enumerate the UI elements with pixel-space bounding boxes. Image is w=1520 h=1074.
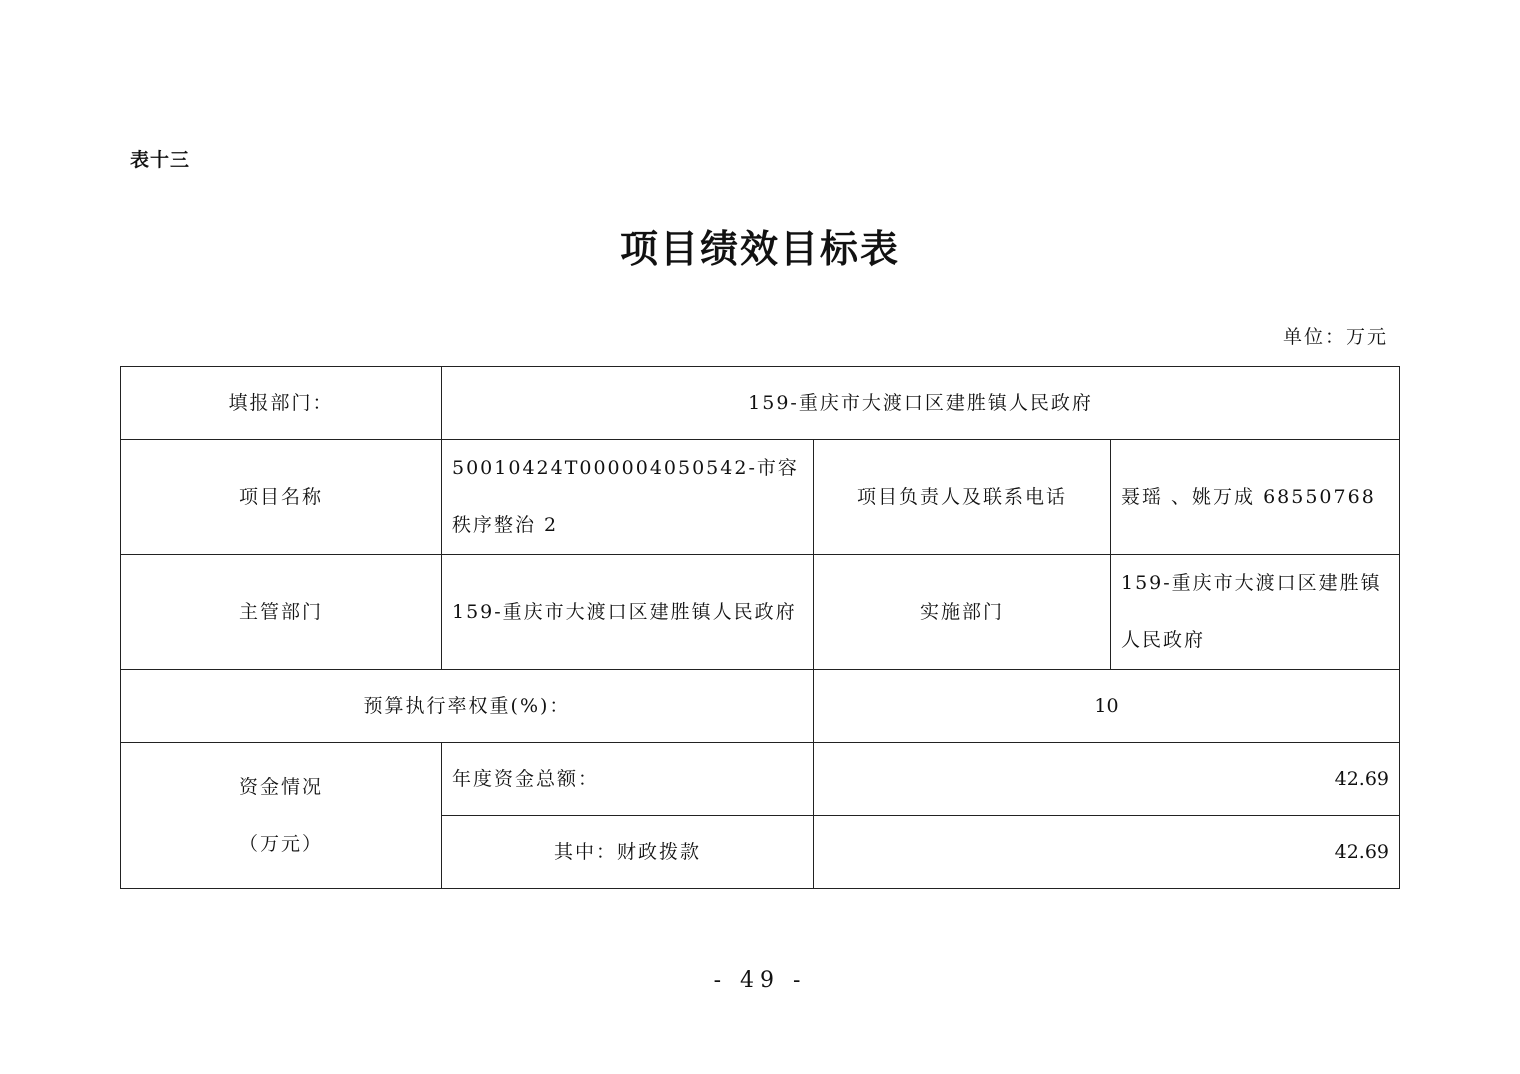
table-row <box>121 367 1400 440</box>
fiscal-value: 42.69 <box>814 816 1400 889</box>
project-name-label: 项目名称 <box>121 440 442 555</box>
supervising-dept-label: 主管部门 <box>121 555 442 670</box>
unit-label: 单位：万元 <box>1282 326 1388 348</box>
performance-target-table <box>120 366 1400 889</box>
annual-total-label: 年度资金总额： <box>442 743 814 816</box>
reporting-dept-label: 填报部门： <box>121 367 442 440</box>
table-row <box>121 440 1400 555</box>
project-name-value: 50010424T000004050542-市容秩序整治 2 <box>442 440 814 555</box>
implementing-dept-label: 实施部门 <box>814 555 1111 670</box>
fiscal-label: 其中：财政拨款 <box>442 816 814 889</box>
page-number: - 49 - <box>713 968 807 993</box>
funds-label: 资金情况 <box>238 775 323 798</box>
table-number: 表十三 <box>130 149 191 171</box>
page-title: 项目绩效目标表 <box>619 227 900 271</box>
project-leader-value: 聂瑶 、姚万成 68550768 <box>1111 440 1400 555</box>
implementing-dept-value: 159-重庆市大渡口区建胜镇人民政府 <box>1111 555 1400 670</box>
budget-rate-weight-value: 10 <box>814 670 1400 743</box>
annual-total-value: 42.69 <box>814 743 1400 816</box>
reporting-dept-value: 159-重庆市大渡口区建胜镇人民政府 <box>442 367 1400 440</box>
project-leader-label: 项目负责人及联系电话 <box>814 440 1111 555</box>
funds-unit-label: （万元） <box>238 832 323 855</box>
table-row <box>121 743 1400 816</box>
table-row <box>121 555 1400 670</box>
budget-rate-weight-label: 预算执行率权重(%)： <box>121 670 814 743</box>
supervising-dept-value: 159-重庆市大渡口区建胜镇人民政府 <box>442 555 814 670</box>
table-row <box>121 670 1400 743</box>
funds-label-cell <box>121 743 442 889</box>
